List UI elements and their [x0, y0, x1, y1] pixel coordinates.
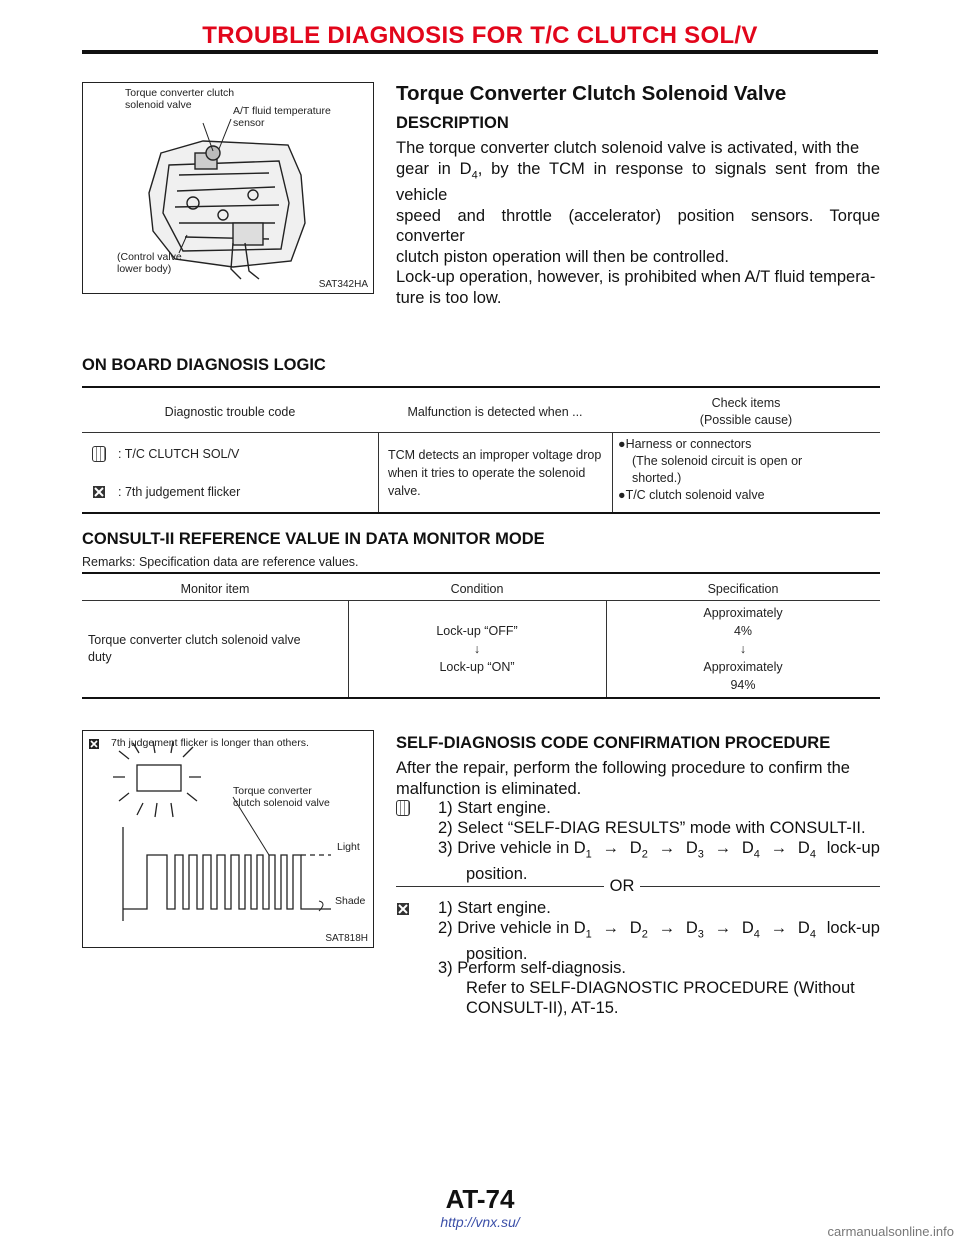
fig2-label-light: Light [337, 841, 360, 853]
obd-header-rule [82, 432, 880, 433]
bullet: ● [618, 488, 626, 502]
obd-dtc-consult: : T/C CLUTCH SOL/V [118, 447, 240, 461]
check-item-harness-detail-1: (The solenoid circuit is open or [632, 454, 803, 468]
obd-divider-1 [378, 432, 379, 514]
desc-line-2: gear in $D_4$, by the TCM in response to signals sent from the vehicle [396, 159, 880, 205]
spec-value-off: 4% [733, 624, 753, 638]
obd-col-check [612, 395, 880, 429]
consult-col-spec: Specification [707, 582, 779, 596]
consult-col-condition: Condition [450, 582, 504, 596]
condition-off: Lock-up “OFF” [436, 624, 518, 638]
obd-table-bottom-rule [82, 512, 880, 514]
fig1-label-tcc-1: Torque converter clutch [125, 87, 235, 99]
fig2-label-tcc-1: Torque converter [233, 785, 312, 797]
sdcc-heading: SELF-DIAGNOSIS CODE CONFIRMATION PROCEDURE [396, 734, 831, 752]
check-item-harness-detail-2: shorted.) [632, 471, 682, 485]
sdcc-step-b3-ref-2: CONSULT-II), AT-15. [466, 999, 619, 1017]
or-rule-left [396, 886, 604, 887]
monitor-item-line-2: duty [88, 650, 112, 664]
desc-line-4: clutch piston operation will then be controlled. [396, 247, 729, 266]
header-rule [82, 50, 878, 54]
bullet: ● [618, 437, 626, 451]
check-item-harness: ●Harness or connectors [618, 437, 752, 451]
sdcc-intro-line-1: After the repair, perform the following procedure to confirm the [396, 759, 850, 777]
consult-col-item: Monitor item [180, 582, 250, 596]
obd-col-malfunction: Malfunction is detected when ... [407, 405, 583, 419]
spec-arrow: ↓ [739, 642, 747, 656]
footer-link[interactable]: http://vnx.su/ [440, 1214, 520, 1230]
fig2-label-tcc [233, 785, 330, 809]
consult-heading: CONSULT-II REFERENCE VALUE IN DATA MONITOR MODE [82, 530, 545, 548]
sdcc-step-a3: 3) Drive vehicle in $D_1$ → $D_2$ → $D_3$ → $D_4$ → $D_4$ lock-up position. [438, 839, 880, 884]
fig2-caption: 7th judgement flicker is longer than others. [111, 737, 309, 749]
fig1-label-lower-1: (Control valve [117, 251, 182, 263]
obd-dtc-flicker: : 7th judgement flicker [118, 485, 241, 499]
sdcc-step-a1: 1) Start engine. [438, 799, 551, 817]
spec-approx-1: Approximately [703, 606, 783, 620]
malfunction-line-1: TCM detects an improper voltage drop [388, 448, 602, 462]
consult-table-bottom-rule [82, 697, 880, 699]
consult-remarks: Remarks: Specification data are reference values. [82, 555, 359, 569]
obd-heading: ON BOARD DIAGNOSIS LOGIC [82, 356, 326, 374]
obd-check-items [618, 436, 878, 504]
obd-table-top-rule [82, 386, 880, 388]
obd-col-check-line2: (Possible cause) [699, 413, 793, 427]
consult-condition [348, 622, 606, 676]
desc-line-1: The torque converter clutch solenoid valve is activated, with the [396, 139, 860, 157]
malfunction-line-2: when it tries to operate the solenoid [388, 466, 586, 480]
sdcc-intro-line-2: malfunction is eliminated. [396, 779, 582, 798]
fig2-label-shade: Shade [335, 895, 366, 907]
sdcc-step-a2: 2) Select “SELF-DIAG RESULTS” mode with CONSULT-II. [438, 819, 866, 837]
malfunction-line-3: valve. [388, 484, 421, 498]
section-title: Torque Converter Clutch Solenoid Valve [396, 82, 787, 105]
sdcc-step-b3-ref [466, 978, 880, 1018]
fig1-label-tcc-2: solenoid valve [125, 99, 192, 111]
sdcc-step-b2: 2) Drive vehicle in $D_1$ → $D_2$ → $D_3$ → $D_4$ → $D_4$ lock-up position. [438, 919, 880, 964]
monitor-item-line-1: Torque converter clutch solenoid valve [88, 633, 301, 647]
obd-col-check-line1: Check items [711, 396, 781, 410]
figure-flicker-pattern [82, 730, 374, 948]
watermark: carmanualsonline.info [827, 1224, 954, 1239]
obd-divider-2 [612, 432, 613, 514]
spec-value-on: 94% [730, 678, 756, 692]
fig1-label-lower-2: lower body) [117, 263, 172, 275]
consult-monitor-item [88, 632, 343, 666]
figure-valve-body [82, 82, 374, 294]
page-number: AT-74 [445, 1184, 515, 1214]
consult-header-rule [82, 600, 880, 601]
sdcc-step-b3: 3) Perform self-diagnosis. [438, 959, 626, 977]
obd-malfunction-text [388, 446, 608, 500]
consult-icon [92, 446, 106, 462]
spec-approx-2: Approximately [703, 660, 783, 674]
sdcc-step-a3-position: position. [466, 865, 528, 884]
desc-line-6: ture is too low. [396, 288, 502, 307]
sdcc-step-b2-position: position. [466, 945, 528, 964]
condition-on: Lock-up “ON” [439, 660, 515, 674]
obd-col-dtc: Diagnostic trouble code [164, 405, 296, 419]
description-heading: DESCRIPTION [396, 114, 509, 132]
fig1-label-temp-2: sensor [233, 117, 265, 129]
check-item-solenoid: ●T/C clutch solenoid valve [618, 488, 765, 502]
flicker-waveform [83, 731, 373, 947]
figure2-code: SAT818H [325, 933, 368, 944]
fig2-label-tcc-2: clutch solenoid valve [233, 797, 330, 809]
flicker-icon [92, 485, 106, 499]
figure1-code: SAT342HA [318, 279, 368, 290]
consult-table-top-rule [82, 572, 880, 574]
description-text [396, 138, 880, 308]
flicker-icon [396, 902, 410, 916]
sdcc-step-b3-ref-1: Refer to SELF-DIAGNOSTIC PROCEDURE (Without [466, 979, 855, 997]
or-rule-right [640, 886, 880, 887]
sdcc-intro [396, 758, 880, 799]
or-separator: OR [609, 877, 635, 895]
desc-line-5: Lock-up operation, however, is prohibited when A/T fluid tempera- [396, 268, 876, 287]
consult-spec [606, 604, 880, 694]
page-header-title: TROUBLE DIAGNOSIS FOR T/C CLUTCH SOL/V [202, 22, 758, 49]
fig1-label-temp-1: A/T fluid temperature [233, 105, 331, 117]
sdcc-step-b1: 1) Start engine. [438, 899, 551, 917]
consult-icon [396, 800, 410, 816]
condition-arrow: ↓ [473, 642, 481, 656]
desc-line-3: speed and throttle (accelerator) position sensors. Torque converter [396, 206, 880, 246]
